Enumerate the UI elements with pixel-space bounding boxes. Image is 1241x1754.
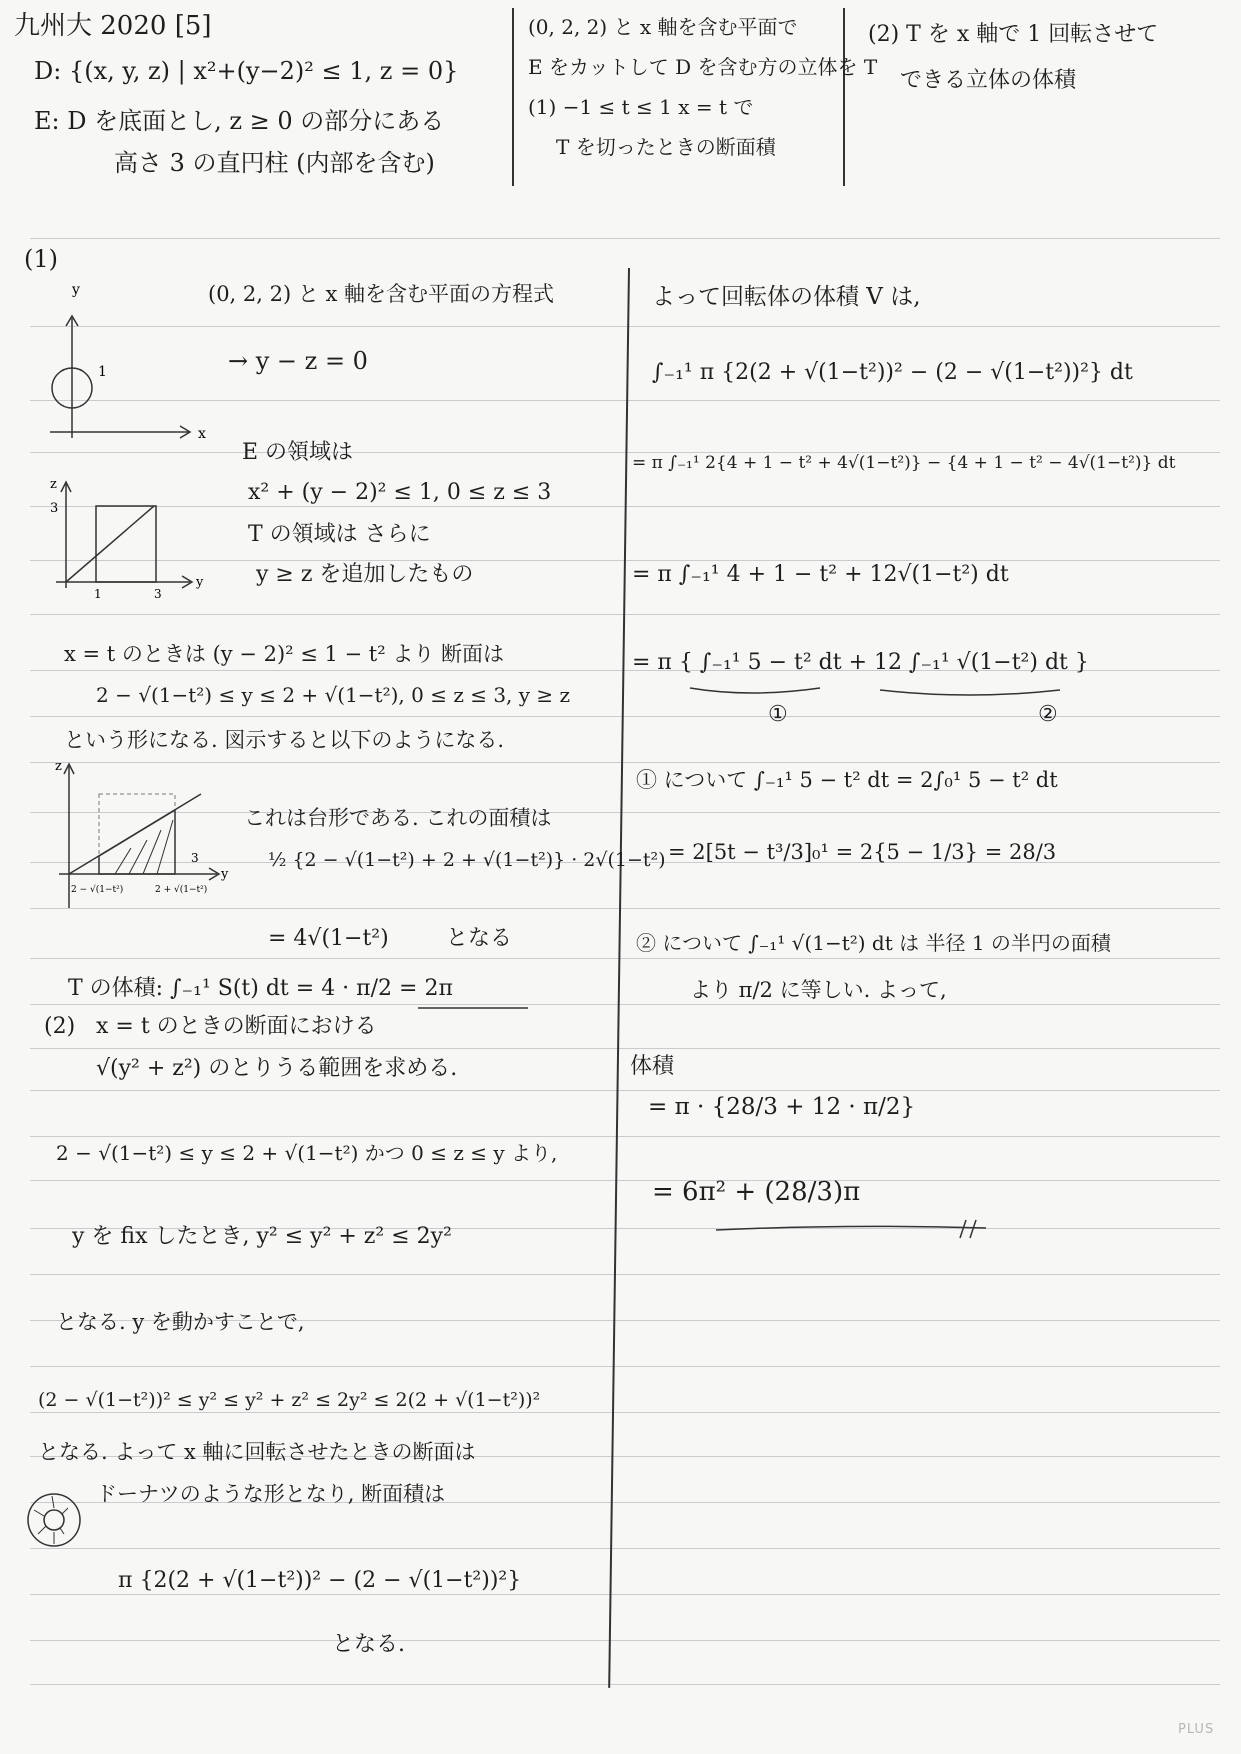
ruled-line — [30, 1274, 1220, 1275]
q2-text-3: 2 − √(1−t²) ≤ y ≤ 2 + √(1−t²) かつ 0 ≤ z ≤ y より, — [56, 1141, 558, 1165]
ruled-line — [30, 1366, 1220, 1367]
q2-text-6: (2 − √(1−t²))² ≤ y² ≤ y² + z² ≤ 2y² ≤ 2(2 + √(1−t²))² — [38, 1389, 541, 1411]
header-divider-2 — [843, 8, 845, 186]
trapezoid-line-2: ½ {2 − √(1−t²) + 2 + √(1−t²)} · 2√(1−t²) — [268, 849, 666, 871]
section-line-2: 2 − √(1−t²) ≤ y ≤ 2 + √(1−t²), 0 ≤ z ≤ 3, y ≥ z — [96, 683, 571, 707]
donut-sketch — [24, 1490, 84, 1550]
part-2-label: (2) — [44, 1014, 76, 1039]
header-divider-1 — [512, 8, 514, 186]
q1-line-3: (1) −1 ≤ t ≤ 1 x = t で — [528, 95, 754, 119]
problem-line-2: E: D を底面とし, z ≥ 0 の部分にある — [34, 107, 445, 135]
q2-line-1: (2) T を x 軸で 1 回転させて — [868, 22, 1159, 47]
mark-2: ② — [1038, 702, 1058, 727]
problem-title: 九州大 2020 [5] — [14, 11, 212, 41]
plane-intro: (0, 2, 2) と x 軸を含む平面の方程式 — [208, 282, 555, 306]
ruled-line — [30, 400, 1220, 401]
fig2-tick-1: 1 — [94, 587, 102, 601]
right-line-1: よって回転体の体積 V は, — [652, 284, 921, 310]
right-line-4: = π ∫₋₁¹ 4 + 1 − t² + 12√(1−t²) dt — [632, 562, 1009, 587]
ruled-line — [30, 238, 1220, 239]
watermark: PLUS — [1178, 1722, 1215, 1737]
part-1-label: (1) — [24, 245, 58, 273]
figure-xy-circle — [50, 282, 206, 442]
section-line-1: x = t のときは (y − 2)² ≤ 1 − t² より 断面は — [64, 642, 505, 666]
q2-text-7: となる. よって x 軸に回転させたときの断面は — [38, 1440, 476, 1464]
right-line-7: = 2[5t − t³/3]₀¹ = 2{5 − 1/3} = 28/3 — [668, 840, 1057, 864]
problem-line-1: D: {(x, y, z) | x²+(y−2)² ≤ 1, z = 0} — [34, 57, 459, 85]
right-line-9: より π/2 に等しい. よって, — [690, 978, 947, 1002]
problem-line-3: 高さ 3 の直円柱 (内部を含む) — [114, 149, 435, 177]
fig2-tick-3y: 3 — [154, 587, 162, 601]
figure-yz-rectangle — [50, 477, 204, 601]
right-line-2: ∫₋₁¹ π {2(2 + √(1−t²))² − (2 − √(1−t²))²} dt — [652, 360, 1133, 385]
q2-text-8: ドーナツのような形となり, 断面積は — [96, 1482, 446, 1506]
trapezoid-line-3b: となる — [446, 926, 513, 951]
ruled-line — [30, 1090, 1220, 1091]
region-e-label: E の領域は — [242, 440, 354, 465]
ruled-line — [30, 1640, 1220, 1641]
figure-trapezoid — [55, 758, 230, 908]
fig3-axis-y: y — [221, 867, 229, 882]
ruled-line — [30, 1136, 1220, 1137]
q2-text-4: y を fix したとき, y² ≤ y² + z² ≤ 2y² — [72, 1224, 452, 1249]
fig3-tick-right: 2 + √(1−t²) — [155, 885, 208, 895]
right-line-10-label: 体積 — [630, 1054, 675, 1079]
q1-line-4: T を切ったときの断面積 — [556, 135, 776, 159]
region-e: x² + (y − 2)² ≤ 1, 0 ≤ z ≤ 3 — [248, 480, 552, 505]
fig1-axis-x: x — [198, 426, 206, 442]
right-line-11: = 6π² + (28/3)π — [652, 1177, 861, 1207]
q2-text-5: となる. y を動かすことで, — [56, 1310, 305, 1334]
brace-underlines — [690, 684, 1130, 704]
q2-text-2: √(y² + z²) のとりうる範囲を求める. — [96, 1056, 458, 1081]
region-t: y ≥ z を追加したもの — [256, 562, 474, 587]
region-t-label: T の領域は さらに — [248, 522, 431, 547]
fig1-axis-y: y — [72, 282, 80, 298]
section-line-3: という形になる. 図示すると以下のようになる. — [64, 728, 505, 752]
fig2-axis-y: y — [196, 575, 204, 590]
ruled-line — [30, 326, 1220, 327]
fig1-circle-label: 1 — [98, 364, 107, 380]
q2-text-9: π {2(2 + √(1−t²))² − (2 − √(1−t²))²} — [118, 1568, 522, 1593]
trapezoid-line-1: これは台形である. これの面積は — [244, 806, 552, 830]
fig3-tick-3: 3 — [191, 851, 199, 865]
column-divider — [608, 268, 630, 1688]
volume-t-underline — [418, 1000, 538, 1016]
ruled-line — [30, 1684, 1220, 1685]
q2-line-2: できる立体の体積 — [900, 68, 1077, 93]
q2-text-10: となる. — [332, 1632, 405, 1657]
q2-text-1: x = t のときの断面における — [96, 1014, 377, 1039]
ruled-line — [30, 1412, 1220, 1413]
ruled-line — [30, 1594, 1220, 1595]
ruled-line — [30, 1048, 1220, 1049]
right-line-3: = π ∫₋₁¹ 2{4 + 1 − t² + 4√(1−t²)} − {4 + 1 − t² − 4√(1−t²)} dt — [632, 453, 1176, 473]
right-line-6: ① について ∫₋₁¹ 5 − t² dt = 2∫₀¹ 5 − t² dt — [636, 768, 1058, 792]
ruled-line — [30, 958, 1220, 959]
ruled-line — [30, 908, 1220, 909]
answer-underline — [716, 1218, 1016, 1242]
q1-line-1: (0, 2, 2) と x 軸を含む平面で — [528, 15, 798, 39]
right-line-10: = π · {28/3 + 12 · π/2} — [648, 1094, 916, 1120]
fig2-tick-3: 3 — [50, 501, 59, 516]
right-line-8: ② について ∫₋₁¹ √(1−t²) dt は 半径 1 の半円の面積 — [636, 931, 1111, 955]
q1-line-2: E をカットして D を含む方の立体を T — [528, 55, 878, 79]
ruled-line — [30, 1004, 1220, 1005]
right-line-5: = π { ∫₋₁¹ 5 − t² dt + 12 ∫₋₁¹ √(1−t²) dt } — [632, 650, 1089, 675]
ruled-line — [30, 1548, 1220, 1549]
trapezoid-line-3: = 4√(1−t²) — [268, 926, 389, 951]
fig3-axis-z: z — [55, 759, 62, 774]
mark-1: ① — [768, 702, 788, 727]
volume-t: T の体積: ∫₋₁¹ S(t) dt = 4 · π/2 = 2π — [68, 976, 453, 1001]
fig3-tick-left: 2 − √(1−t²) — [71, 885, 124, 895]
plane-equation: → y − z = 0 — [228, 347, 368, 375]
ruled-line — [30, 1180, 1220, 1181]
fig2-axis-z: z — [50, 477, 57, 492]
